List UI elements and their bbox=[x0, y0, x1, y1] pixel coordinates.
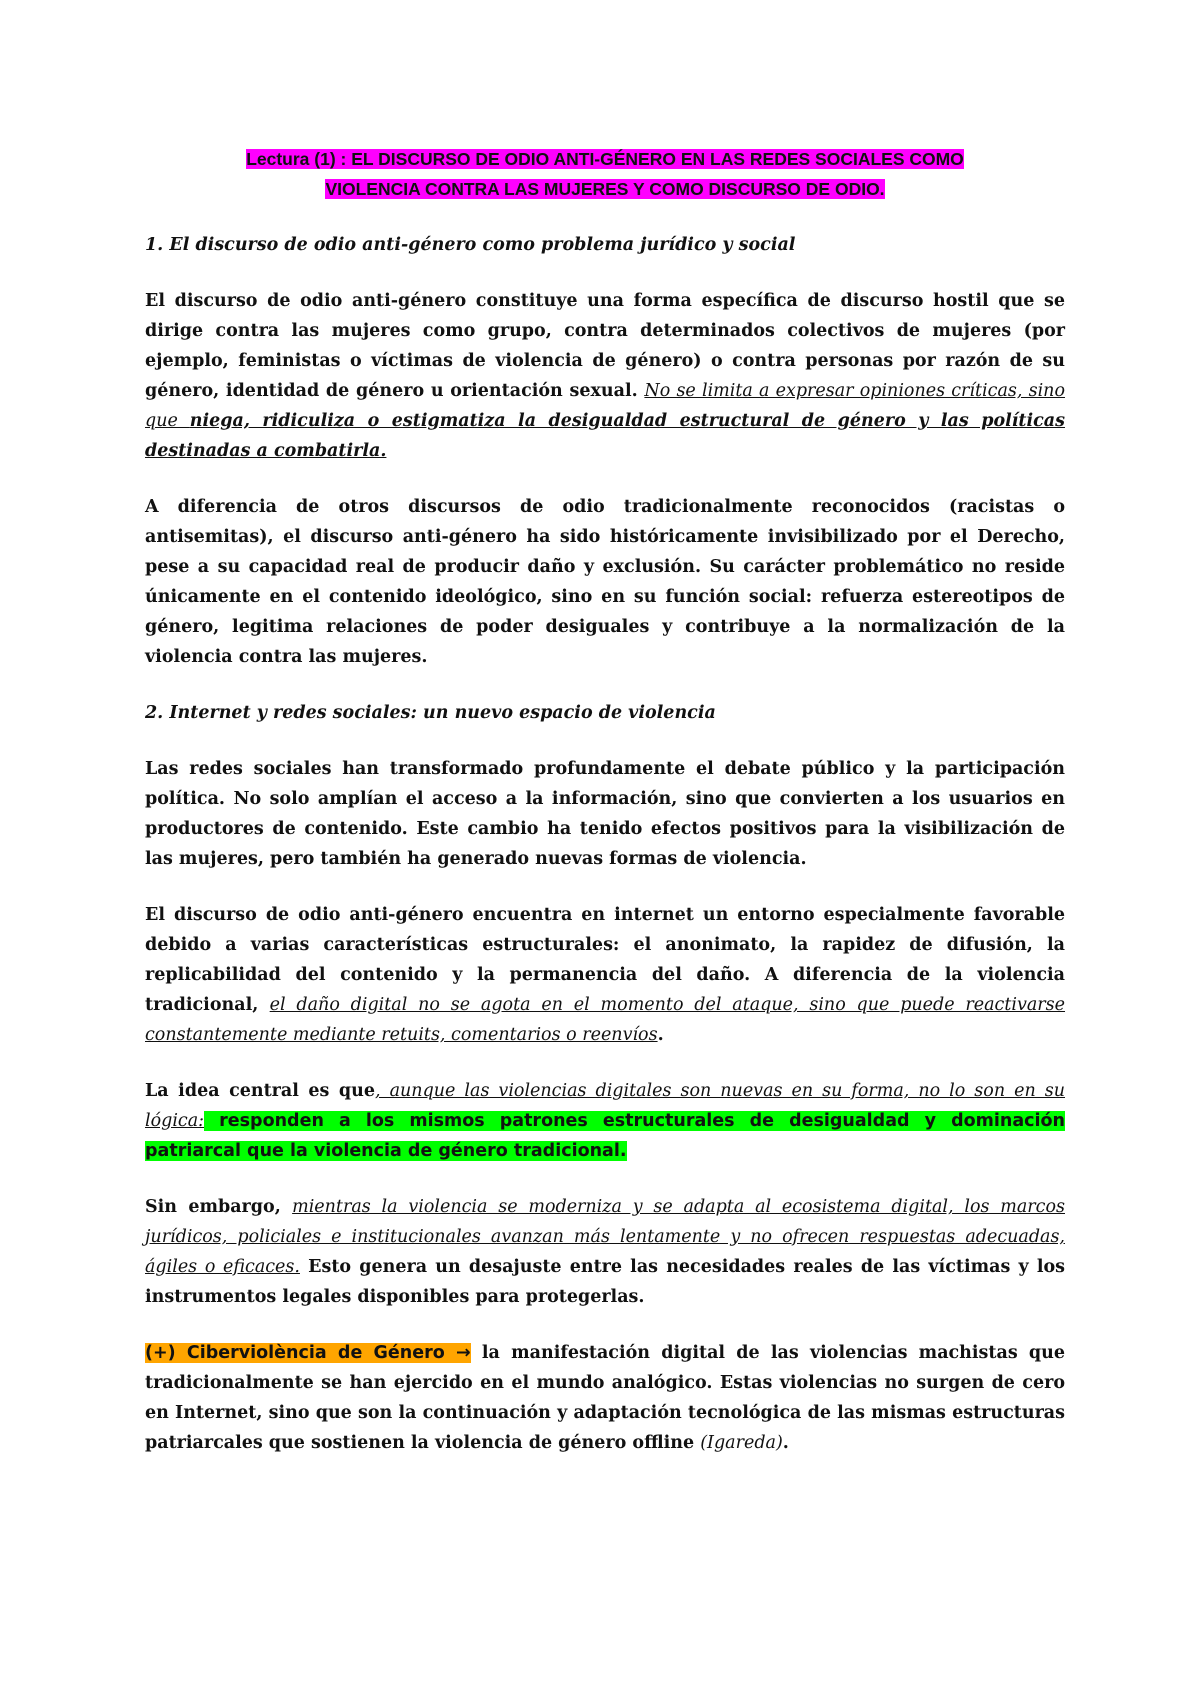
orange-highlight-text: (+) Ciberviolència de Género → bbox=[145, 1343, 471, 1363]
section-2-paragraph-1: Las redes sociales han transformado profundamente el debate público y la participación política. No solo amplían el acceso a la información, sino que convierten a los usuarios en productores de contenido. Este cambio ha tenido efectos positivos para la visibilización de las mujeres, pero también ha generado nuevas formas de violencia. bbox=[145, 759, 1065, 869]
title-line-2: VIOLENCIA CONTRA LAS MUJERES Y COMO DISCURSO DE ODIO. bbox=[325, 179, 885, 199]
green-highlight-text: responden a los mismos patrones estructurales de desigualdad y dominación patriarcal que la violencia de género tradicional. bbox=[145, 1111, 1065, 1161]
section-2-paragraph-2: El discurso de odio anti-género encuentra en internet un entorno especialmente favorable debido a varias características estructurales: el anonimato, la rapidez de difusión, la replicabilidad del contenido y la permanencia del daño. A diferencia de la violencia tradicional, el daño digital no se agota en el momento del ataque, sino que puede reactivarse constantemente mediante retuits, comentarios o reenvíos. bbox=[145, 905, 1066, 1045]
document-body bbox=[145, 144, 1065, 1458]
underlined-italic-text: , aunque las violencias digitales son nuevas en su forma, no lo son en su lógica: bbox=[145, 1081, 1065, 1131]
title-line-1: Lectura (1) : EL DISCURSO DE ODIO ANTI-GÉNERO EN LAS REDES SOCIALES COMO bbox=[246, 149, 964, 169]
citation-text: (Igareda) bbox=[700, 1433, 783, 1453]
underlined-bold-italic-text: niega, ridiculiza o estigmatiza la desigualdad estructural de género y las políticas destinadas a combatirla. bbox=[145, 411, 1065, 461]
underlined-italic-text: mientras la violencia se moderniza y se adapta al ecosistema digital, los marcos jurídicos, policiales e institucionales avanzan más lentamente y no ofrecen respuestas adecuadas, ágiles o eficaces. bbox=[145, 1197, 1065, 1277]
section-1-paragraph-1: El discurso de odio anti-género constituye una forma específica de discurso hostil que se dirige contra las mujeres como grupo, contra determinados colectivos de mujeres (por ejemplo, feministas o víctimas de violencia de género) o contra personas por razón de su género, identidad de género u orientación sexual. No se limita a expresar opiniones críticas, sino que niega, ridiculiza o estigmatiza la desigualdad estructural de género y las políticas destinadas a combatirla. bbox=[145, 291, 1065, 461]
section-2-paragraph-4: Sin embargo, mientras la violencia se moderniza y se adapta al ecosistema digital, los marcos jurídicos, policiales e institucionales avanzan más lentamente y no ofrecen respuestas adecuadas, ágiles o eficaces. Esto genera un desajuste entre las necesidades reales de las víctimas y los instrumentos legales disponibles para protegerlas. bbox=[145, 1197, 1065, 1307]
document-title bbox=[145, 144, 1065, 204]
underlined-italic-text: el daño digital no se agota en el momento del ataque, sino que puede reactivarse constantemente mediante retuits, comentarios o reenvíos bbox=[145, 995, 1066, 1045]
section-1-heading: 1. El discurso de odio anti-género como problema jurídico y social bbox=[145, 235, 796, 255]
section-2-paragraph-3: La idea central es que, aunque las violencias digitales son nuevas en su forma, no lo son en su lógica: responden a los mismos patrones estructurales de desigualdad y dominación patriarcal que la violencia de género tradicional. bbox=[145, 1081, 1065, 1161]
section-2-paragraph-5: (+) Ciberviolència de Género → la manifestación digital de las violencias machistas que tradicionalmente se han ejercido en el mundo analógico. Estas violencias no surgen de cero en Internet, sino que son la continuación y adaptación tecnológica de las mismas estructuras patriarcales que sostienen la violencia de género offline (Igareda). bbox=[145, 1343, 1066, 1453]
underlined-italic-text: No se limita a expresar opiniones críticas, sino que bbox=[145, 381, 1065, 431]
section-1-paragraph-2: A diferencia de otros discursos de odio tradicionalmente reconocidos (racistas o antisemitas), el discurso anti-género ha sido históricamente invisibilizado por el Derecho, pese a su capacidad real de producir daño y exclusión. Su carácter problemático no reside únicamente en el contenido ideológico, sino en su función social: refuerza estereotipos de género, legitima relaciones de poder desiguales y contribuye a la normalización de la violencia contra las mujeres. bbox=[145, 497, 1065, 667]
section-2-heading: 2. Internet y redes sociales: un nuevo espacio de violencia bbox=[145, 703, 716, 723]
